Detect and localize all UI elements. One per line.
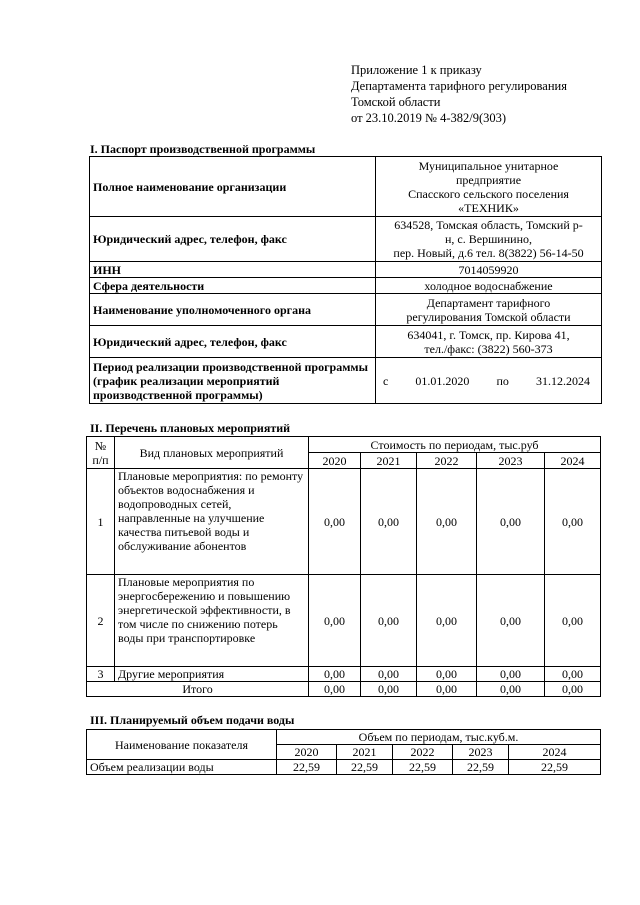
year-header: 2020: [309, 453, 361, 469]
passport-value: холодное водоснабжение: [376, 278, 602, 294]
volume-value: 22,59: [337, 760, 393, 775]
section1-title: I. Паспорт производственной программы: [90, 142, 316, 156]
value-line: н, с. Вершинино,: [444, 232, 532, 246]
value-line: предприятие: [455, 172, 522, 187]
passport-row: [90, 217, 602, 262]
passport-label: Юридический адрес, телефон, факс: [90, 217, 376, 262]
table-row: [87, 667, 601, 682]
value-line: 634041, г. Томск, пр. Кирова 41,: [407, 327, 570, 342]
header-line-4: от 23.10.2019 № 4-382/9(303): [351, 111, 507, 125]
period-from-word: с: [383, 373, 389, 388]
section2-title: II. Перечень плановых мероприятий: [90, 421, 291, 435]
table-row: [87, 760, 601, 775]
year-header: 2024: [545, 453, 601, 469]
total-value: 0,00: [545, 682, 601, 697]
year-header: 2022: [393, 745, 453, 760]
value-line: Муниципальное унитарное: [418, 158, 559, 173]
passport-value: 7014059920: [376, 262, 602, 278]
period-to-word: по: [496, 373, 509, 388]
row-value: 0,00: [309, 575, 361, 667]
value-line: пер. Новый, д.6 тел. 8(3822) 56-14-50: [393, 246, 584, 260]
passport-label: Полное наименование организации: [90, 157, 376, 217]
total-value: 0,00: [417, 682, 477, 697]
passport-row: [90, 157, 602, 217]
year-header: 2020: [277, 745, 337, 760]
value-line: «ТЕХНИК»: [458, 200, 519, 215]
header-line-3: Томской области: [351, 95, 441, 109]
row-value: 0,00: [361, 667, 417, 682]
col-volume-header: Объем по периодам, тыс.куб.м.: [277, 730, 601, 745]
table-row: [87, 575, 601, 667]
row-value: 0,00: [309, 667, 361, 682]
row-value: 0,00: [545, 469, 601, 575]
passport-label: ИНН: [90, 262, 376, 278]
period-from: 01.01.2020: [415, 373, 470, 388]
passport-row: [90, 262, 602, 278]
row-num: 2: [87, 575, 115, 667]
total-label: Итого: [87, 682, 309, 697]
row-value: 0,00: [417, 667, 477, 682]
passport-label: Сфера деятельности: [90, 278, 376, 294]
row-name: Плановые мероприятия по энергосбережению и повышению энергетической эффективности, в том числе по снижению потерь воды при транспортировке: [115, 575, 309, 667]
row-value: 0,00: [417, 575, 477, 667]
volume-value: 22,59: [277, 760, 337, 775]
document-header: [351, 62, 567, 126]
row-name: Плановые мероприятия: по ремонту объектов водоснабжения и водопроводных сетей, направленные на улучшение качества питьевой воды и обслуживание абонентов: [115, 469, 309, 575]
header-row: [87, 730, 601, 745]
row-value: 0,00: [361, 575, 417, 667]
row-value: 0,00: [361, 469, 417, 575]
volume-value: 22,59: [393, 760, 453, 775]
row-value: 0,00: [545, 667, 601, 682]
value-line: Департамент тарифного: [426, 295, 551, 310]
row-value: 0,00: [417, 469, 477, 575]
value-line: Спасского сельского поселения: [408, 186, 569, 201]
passport-value: [376, 294, 602, 326]
total-value: 0,00: [361, 682, 417, 697]
row-value: 0,00: [545, 575, 601, 667]
passport-label: Юридический адрес, телефон, факс: [90, 326, 376, 358]
section3-title: III. Планируемый объем подачи воды: [90, 713, 295, 727]
row-num: 3: [87, 667, 115, 682]
volume-table: [86, 729, 601, 775]
passport-value: [376, 157, 602, 217]
year-header: 2021: [361, 453, 417, 469]
passport-table: [89, 156, 602, 404]
year-header: 2021: [337, 745, 393, 760]
passport-row: [90, 278, 602, 294]
row-value: 0,00: [477, 667, 545, 682]
header-line-2: Департамента тарифного регулирования: [351, 79, 567, 93]
passport-label: Наименование уполномоченного органа: [90, 294, 376, 326]
header-line-1: Приложение 1 к приказу: [351, 63, 482, 77]
value-line: тел./факс: (3822) 560-373: [424, 341, 553, 356]
value-line: регулирования Томской области: [406, 309, 571, 324]
total-value: 0,00: [477, 682, 545, 697]
value-line: 634528, Томская область, Томский р-: [394, 218, 583, 232]
table-row: [87, 469, 601, 575]
period-value: [376, 358, 602, 404]
row-value: 0,00: [309, 469, 361, 575]
activities-table: [86, 436, 601, 697]
period-to: 31.12.2024: [535, 373, 590, 388]
year-header: 2022: [417, 453, 477, 469]
passport-value: [376, 326, 602, 358]
row-value: 0,00: [477, 575, 545, 667]
period-label: Период реализации производственной программы (график реализации мероприятий производственной программы): [90, 358, 376, 404]
col-indicator-header: Наименование показателя: [87, 730, 277, 760]
passport-row-period: [90, 358, 602, 404]
total-value: 0,00: [309, 682, 361, 697]
total-row: [87, 682, 601, 697]
volume-value: 22,59: [509, 760, 601, 775]
volume-value: 22,59: [453, 760, 509, 775]
row-name: Другие мероприятия: [115, 667, 309, 682]
col-num-header: № п/п: [87, 437, 115, 469]
col-name-header: Вид плановых мероприятий: [115, 437, 309, 469]
year-header: 2023: [477, 453, 545, 469]
col-cost-header: Стоимость по периодам, тыс.руб: [309, 437, 601, 453]
passport-row: [90, 294, 602, 326]
row-value: 0,00: [477, 469, 545, 575]
header-row: [87, 437, 601, 453]
passport-value: [376, 217, 602, 262]
year-header: 2023: [453, 745, 509, 760]
year-header: 2024: [509, 745, 601, 760]
indicator-name: Объем реализации воды: [87, 760, 277, 775]
passport-row: [90, 326, 602, 358]
row-num: 1: [87, 469, 115, 575]
